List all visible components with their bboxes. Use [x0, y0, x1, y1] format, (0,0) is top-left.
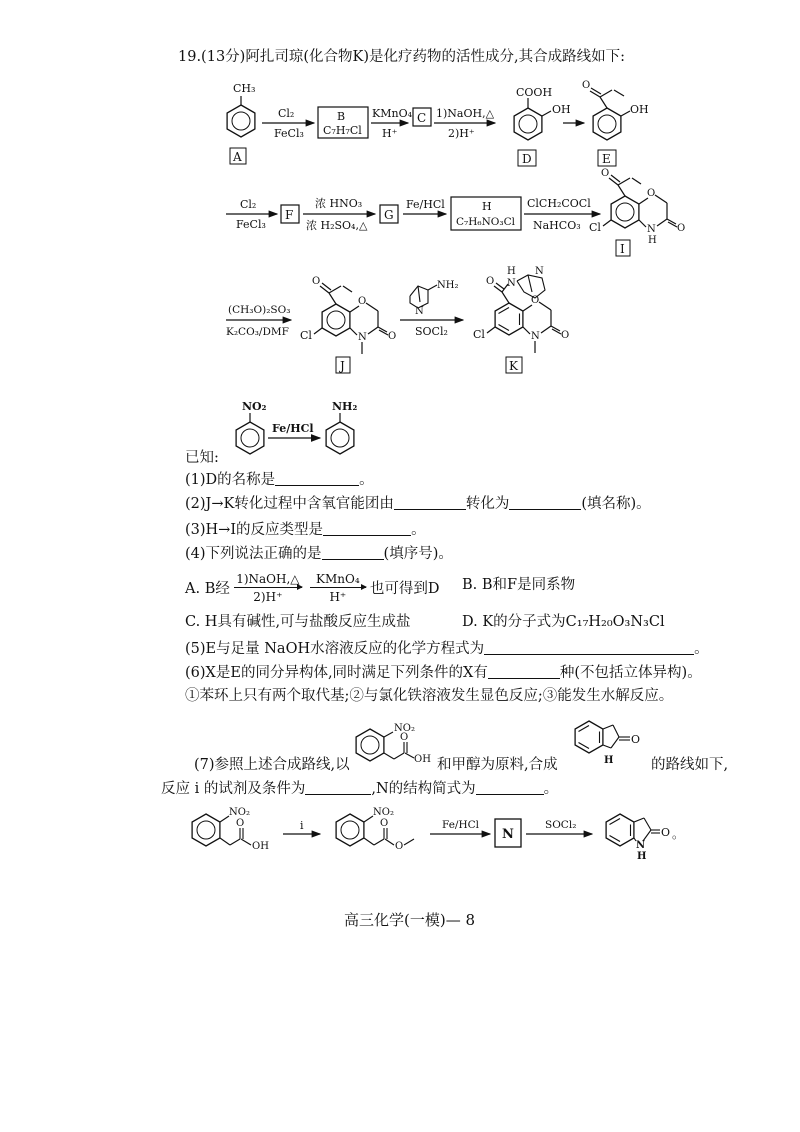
optA-frac2-top: KMnO₄: [316, 572, 360, 586]
methyl-label: CH₃: [233, 82, 256, 95]
I-o-ring: O: [647, 188, 656, 199]
q7-target-o: O: [631, 733, 641, 746]
q2-text-a: (2)J→K转化过程中含氧官能团由: [185, 496, 394, 512]
K-n-bicycle: N: [535, 266, 544, 277]
cond2-top: KMnO₄: [372, 107, 412, 120]
q7-start-oh: OH: [414, 754, 431, 765]
q7-start-no2: NO₂: [394, 723, 415, 734]
q6-answer-blank[interactable]: [488, 664, 560, 679]
route7-cond-i: i: [300, 819, 304, 832]
q6-text-a: (6)X是E的同分异构体,同时满足下列条件的X有: [185, 665, 488, 681]
cond4-top: Cl₂: [240, 198, 257, 211]
label-I: I: [620, 242, 625, 256]
J-cl: Cl: [300, 329, 312, 342]
box-G-label: G: [384, 208, 394, 222]
route7-end-mark: 。: [672, 827, 685, 841]
optA-pre: A. B经: [185, 581, 230, 597]
known-no2: NO₂: [242, 400, 267, 413]
box-F-label: F: [285, 208, 294, 222]
page-footer: 高三化学(一模)— 8: [344, 911, 476, 929]
q6-text-b: 种(不包括立体异构)。: [559, 665, 702, 681]
K-o-lactam: O: [561, 330, 570, 341]
box-H-formula: C₇H₆NO₃Cl: [456, 216, 516, 228]
cond1-bottom: FeCl₃: [274, 127, 304, 140]
compound-K: [473, 266, 569, 373]
route7-s1-o: O: [236, 818, 245, 829]
q7-text-d: 反应 i 的试剂及条件为: [161, 781, 306, 797]
q7-target-structure: [575, 721, 640, 766]
q4-end: (填序号)。: [383, 546, 453, 562]
q7-text-c: 的路线如下,: [651, 757, 729, 773]
K-o-carbonyl: O: [486, 276, 495, 287]
route7-cond-fe: Fe/HCl: [442, 819, 480, 831]
question-6: [185, 664, 702, 682]
q6-conditions: ①苯环上只有两个取代基;②与氯化铁溶液发生显色反应;③能发生水解反应。: [185, 688, 674, 704]
I-h: H: [648, 235, 657, 246]
known-label: 已知:: [185, 450, 219, 466]
q7-text-a: (7)参照上述合成路线,以: [194, 757, 350, 773]
question-4: [185, 545, 453, 563]
route7-s3-n: N: [636, 840, 646, 851]
route7-start: [192, 807, 269, 852]
label-J: J: [340, 359, 345, 373]
box-H-name: H: [482, 200, 492, 213]
q1-text: (1)D的名称是: [185, 472, 276, 488]
J-n: N: [358, 332, 367, 343]
q2-text-b: 转化为: [465, 496, 510, 512]
route7-s2-o2: O: [395, 841, 404, 852]
I-o-amide: O: [677, 223, 686, 234]
cond4-bottom: FeCl₃: [236, 218, 266, 231]
compound-A: [227, 82, 255, 164]
amine-nh2: NH₂: [437, 280, 459, 291]
cond7-bottom: NaHCO₃: [533, 219, 581, 232]
q2-answer-blank-2[interactable]: [509, 495, 581, 510]
q7-start-structure: [356, 723, 431, 765]
q4-answer-blank[interactable]: [322, 545, 384, 560]
q2-answer-blank-1[interactable]: [394, 495, 466, 510]
I-n: N: [647, 224, 656, 235]
compound-D: [514, 86, 571, 166]
route7-cond-socl2: SOCl₂: [545, 819, 577, 831]
known-reaction: [236, 400, 357, 454]
question-5: [185, 640, 709, 658]
optA-frac2-bottom: H⁺: [329, 590, 347, 604]
cond1-top: Cl₂: [278, 107, 295, 120]
compound-I: [589, 168, 685, 256]
K-o-ring: O: [531, 295, 540, 306]
question-1: [185, 471, 374, 489]
q3-text: (3)H→I的反应类型是: [185, 522, 324, 538]
cond8-bottom: K₂CO₃/DMF: [226, 326, 289, 338]
q7-start-o: O: [400, 732, 409, 743]
label-K: K: [509, 359, 518, 373]
question-3: [185, 521, 426, 539]
q7-text-f: 。: [543, 781, 559, 797]
option-C: C. H具有碱性,可与盐酸反应生成盐: [185, 614, 411, 630]
compound-J: [300, 276, 396, 373]
q4-text: (4)下列说法正确的是: [185, 546, 322, 562]
q1-answer-blank[interactable]: [275, 471, 359, 486]
I-o-ester: O: [601, 168, 610, 179]
D-oh: OH: [552, 103, 571, 116]
q3-end: 。: [411, 522, 426, 538]
question-2: [185, 495, 651, 513]
option-A: [185, 573, 440, 603]
route7-s2-no2: NO₂: [373, 807, 394, 818]
route7-s1-oh: OH: [252, 841, 269, 852]
cond6-top: Fe/HCl: [406, 198, 445, 211]
cond7-top: ClCH₂COCl: [527, 197, 591, 210]
optA-arrow-1: [232, 573, 304, 603]
cond9-bottom: SOCl₂: [415, 325, 448, 338]
route7-s3-h: H: [637, 851, 647, 862]
box-C-label: C: [417, 111, 427, 125]
optA-arrow-2: [308, 573, 368, 603]
K-n-lactam: N: [531, 331, 540, 342]
route7-intermediate: [336, 807, 414, 852]
route7-box-N-label: N: [502, 827, 514, 842]
q7-target-h: H: [604, 755, 614, 766]
q5-answer-blank[interactable]: [484, 640, 694, 655]
option-D: D. K的分子式为C₁₇H₂₀O₃N₃Cl: [462, 614, 665, 630]
optA-post: 也可得到D: [369, 581, 440, 597]
question-title: 19.(13分)阿扎司琼(化合物K)是化疗药物的活性成分,其合成路线如下:: [178, 49, 625, 65]
cond3-bottom: 2)H⁺: [448, 127, 475, 140]
q2-text-c: (填名称)。: [581, 496, 651, 512]
cond3-top: 1)NaOH,△: [436, 107, 495, 120]
J-o-ester: O: [312, 276, 321, 287]
route7-s2-o1: O: [380, 818, 389, 829]
E-o: O: [582, 80, 591, 91]
J-o-amide: O: [388, 331, 397, 342]
cond5-bottom: 浓 H₂SO₄,△: [306, 219, 368, 232]
question-7-line2: [161, 780, 558, 798]
q3-answer-blank[interactable]: [323, 521, 411, 536]
K-h: H: [507, 266, 516, 277]
known-nh2: NH₂: [332, 400, 358, 413]
optA-frac1-bottom: 2)H⁺: [253, 590, 283, 604]
route7-s3-o: O: [661, 826, 671, 839]
box-B-name: B: [337, 110, 346, 123]
label-A: A: [233, 150, 242, 164]
option-B: B. B和F是同系物: [462, 577, 576, 593]
cond2-bottom: H⁺: [382, 127, 398, 140]
q5-text: (5)E与足量 NaOH水溶液反应的化学方程式为: [185, 641, 485, 657]
D-cooh: COOH: [516, 86, 553, 99]
cond8-top: (CH₃O)₂SO₃: [228, 304, 291, 316]
known-cond: Fe/HCl: [272, 422, 314, 435]
K-cl: Cl: [473, 328, 485, 341]
box-B-formula: C₇H₇Cl: [323, 124, 362, 137]
compound-E: [582, 80, 649, 166]
q7-answer-blank-1[interactable]: [305, 780, 371, 795]
label-D: D: [522, 152, 532, 166]
q7-text-e: ,N的结构简式为: [371, 781, 476, 797]
q5-end: 。: [694, 641, 709, 657]
q1-end: 。: [359, 472, 374, 488]
label-E: E: [602, 152, 611, 166]
J-o-ring: O: [358, 296, 367, 307]
route7-s1-no2: NO₂: [229, 807, 250, 818]
cond5-top: 浓 HNO₃: [315, 197, 363, 210]
I-cl: Cl: [589, 221, 601, 234]
optA-frac1-top: 1)NaOH,△: [236, 572, 300, 586]
K-n-amide: N: [507, 278, 516, 289]
q7-text-b: 和甲醇为原料,合成: [437, 757, 558, 773]
q7-answer-blank-2[interactable]: [476, 780, 544, 795]
amine-reagent: [410, 280, 458, 317]
E-oh: OH: [630, 103, 649, 116]
amine-n: N: [415, 306, 424, 317]
route7-product: [606, 814, 684, 862]
